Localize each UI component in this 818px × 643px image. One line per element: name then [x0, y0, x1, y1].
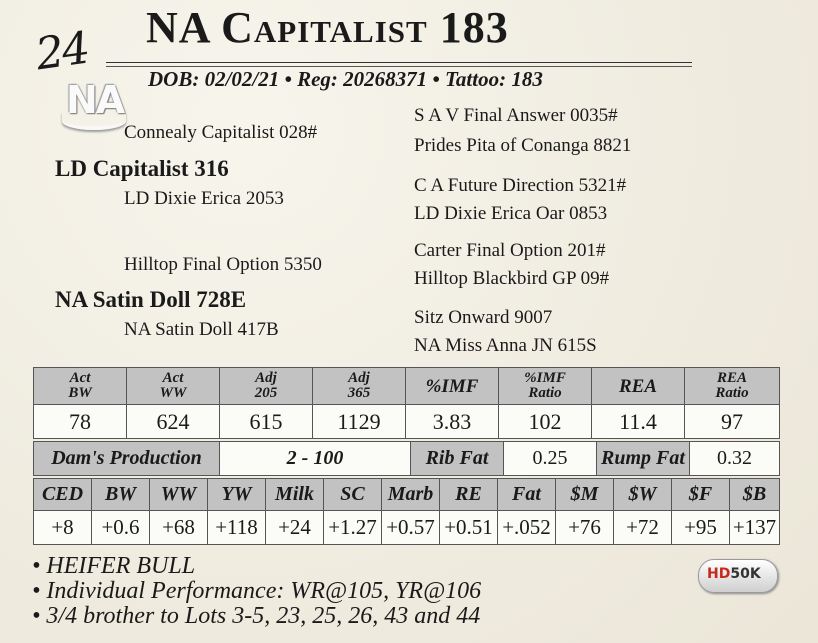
- pedigree-right-item: S A V Final Answer 0035#: [414, 105, 618, 126]
- epd-header: Fat: [498, 479, 556, 511]
- performance-header-row: [34, 368, 780, 405]
- epd-header: Milk: [266, 479, 324, 511]
- epd-header: BW: [92, 479, 150, 511]
- dam-sire: Hilltop Final Option 5350: [124, 254, 322, 275]
- perf-value: 97: [685, 405, 780, 439]
- epd-value: +.052: [498, 511, 556, 545]
- rump-fat-label: Rump Fat: [597, 442, 690, 476]
- perf-value: 78: [34, 405, 127, 439]
- epd-header: Marb: [382, 479, 440, 511]
- pedigree-right-item: LD Dixie Erica Oar 0853: [414, 203, 608, 224]
- epd-header: RE: [440, 479, 498, 511]
- epd-header: $M: [556, 479, 614, 511]
- dam-dam: NA Satin Doll 417B: [124, 319, 279, 340]
- perf-header: Adj 205: [220, 368, 313, 405]
- note-brother-lots: • 3/4 brother to Lots 3-5, 23, 25, 26, 43 and 44: [32, 603, 481, 629]
- title-underline: [106, 62, 692, 63]
- epd-header: CED: [34, 479, 92, 511]
- perf-header: Act BW: [34, 368, 127, 405]
- performance-table: [33, 367, 780, 439]
- epd-header-row: [34, 479, 780, 511]
- perf-header: Act WW: [127, 368, 220, 405]
- epd-value-row: [34, 511, 780, 545]
- perf-header: %IMF Ratio: [499, 368, 592, 405]
- note-individual-performance: • Individual Performance: WR@105, YR@106: [32, 578, 482, 604]
- epd-table: [33, 478, 780, 545]
- lot-number: 24: [32, 22, 92, 81]
- perf-header: REA: [592, 368, 685, 405]
- epd-value: +118: [208, 511, 266, 545]
- epd-value: +0.6: [92, 511, 150, 545]
- epd-value: +8: [34, 511, 92, 545]
- epd-value: +24: [266, 511, 324, 545]
- perf-header: Adj 365: [313, 368, 406, 405]
- sire-sire: Connealy Capitalist 028#: [124, 122, 318, 143]
- dob-reg-tattoo-line: DOB: 02/02/21 • Reg: 20268371 • Tattoo: 183: [148, 67, 543, 91]
- dam: NA Satin Doll 728E: [55, 287, 247, 312]
- production-row: [34, 442, 780, 476]
- epd-value: +95: [672, 511, 730, 545]
- rib-fat-label: Rib Fat: [411, 442, 504, 476]
- perf-header: REA Ratio: [685, 368, 780, 405]
- perf-value: 3.83: [406, 405, 499, 439]
- production-table: [33, 441, 780, 476]
- dams-production-label: Dam's Production: [34, 442, 220, 476]
- epd-value: +68: [150, 511, 208, 545]
- performance-value-row: [34, 405, 780, 439]
- epd-value: +1.27: [324, 511, 382, 545]
- epd-value: +76: [556, 511, 614, 545]
- note-heifer-bull: • HEIFER BULL: [32, 553, 196, 579]
- perf-value: 102: [499, 405, 592, 439]
- epd-header: SC: [324, 479, 382, 511]
- hd50k-badge-icon: [698, 559, 778, 593]
- epd-value: +72: [614, 511, 672, 545]
- logo-swoosh: [62, 112, 126, 130]
- epd-header: $W: [614, 479, 672, 511]
- epd-value: +0.51: [440, 511, 498, 545]
- epd-header: YW: [208, 479, 266, 511]
- perf-value: 615: [220, 405, 313, 439]
- pedigree-right-item: C A Future Direction 5321#: [414, 175, 627, 196]
- perf-value: 624: [127, 405, 220, 439]
- sire-dam: LD Dixie Erica 2053: [124, 188, 284, 209]
- dams-production-value: 2 - 100: [220, 442, 411, 476]
- epd-header: WW: [150, 479, 208, 511]
- epd-header: $F: [672, 479, 730, 511]
- pedigree-right-item: Hilltop Blackbird GP 09#: [414, 268, 610, 289]
- pedigree-right-item: NA Miss Anna JN 615S: [414, 335, 597, 356]
- sire: LD Capitalist 316: [55, 156, 229, 181]
- na-logo-icon: [58, 78, 132, 128]
- epd-value: +137: [730, 511, 780, 545]
- rib-fat-value: 0.25: [504, 442, 597, 476]
- pedigree-right-item: Prides Pita of Conanga 8821: [414, 135, 632, 156]
- animal-name-title: NA Capitalist 183: [146, 3, 509, 52]
- hd50k-badge-text: HD50K: [707, 566, 761, 582]
- epd-value: +0.57: [382, 511, 440, 545]
- perf-header: %IMF: [406, 368, 499, 405]
- na-logo-text: NA: [66, 78, 124, 122]
- perf-value: 1129: [313, 405, 406, 439]
- epd-header: $B: [730, 479, 780, 511]
- pedigree-right-item: Sitz Onward 9007: [414, 307, 553, 328]
- perf-value: 11.4: [592, 405, 685, 439]
- pedigree-right-item: Carter Final Option 201#: [414, 240, 606, 261]
- rump-fat-value: 0.32: [690, 442, 780, 476]
